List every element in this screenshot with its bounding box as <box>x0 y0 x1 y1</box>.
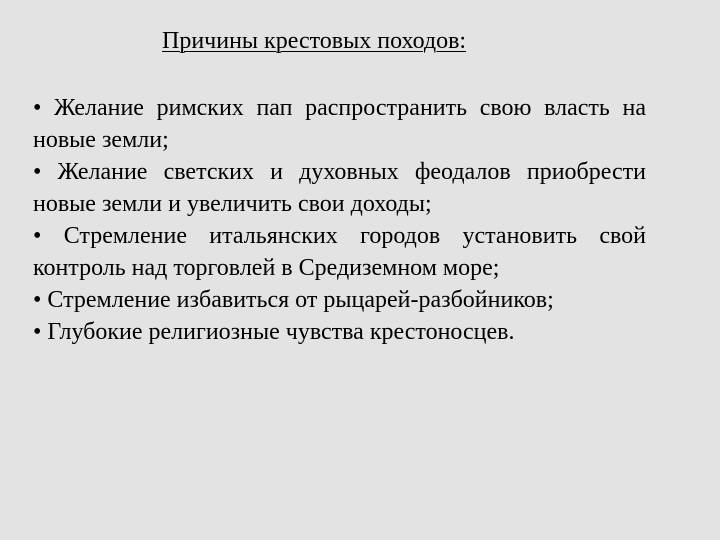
reason-item-4: • Стремление избавиться от рыцарей-разбойников; <box>33 287 554 313</box>
slide-title: Причины крестовых походов: <box>162 28 467 54</box>
reason-item-1: • Желание римских пап распространить свою власть на новые земли; <box>33 95 646 153</box>
reason-item-3: • Стремление итальянских городов установить свой контроль над торговлей в Средиземном море; <box>33 223 646 281</box>
reason-item-5: • Глубокие религиозные чувства крестоносцев. <box>33 319 515 345</box>
reasons-list <box>33 92 646 348</box>
reason-item-2: • Желание светских и духовных феодалов приобрести новые земли и увеличить свои доходы; <box>33 159 646 217</box>
